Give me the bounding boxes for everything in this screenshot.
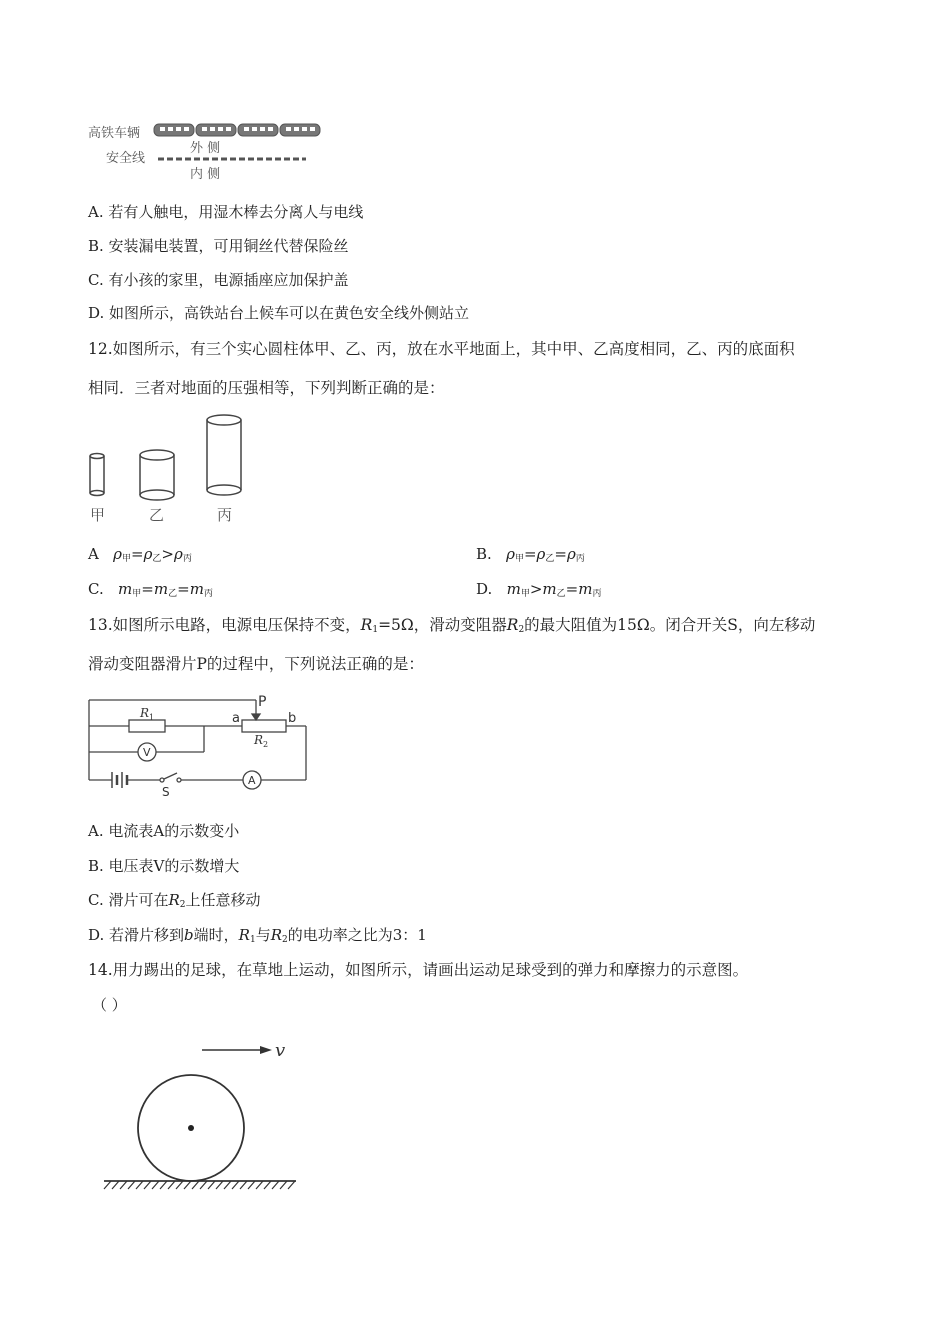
train-label: 高铁车辆 <box>88 126 141 141</box>
train-safety-line-figure <box>86 118 326 186</box>
q12-stem-line1: 12.如图所示，有三个实心圆柱体甲、乙、丙，放在水平地面上，其中甲、乙高度相同，乙、丙的底面积 <box>88 340 795 358</box>
cylinder-bing-top <box>207 415 241 425</box>
inner-side-label: 内 侧 <box>190 167 221 182</box>
football-figure <box>100 1038 300 1198</box>
q11-option-a: A. 若有人触电，用湿木棒去分离人与电线 <box>88 203 364 221</box>
terminal-a-label: a <box>232 711 240 726</box>
q11-option-d: D. 如图所示，高铁站台上候车可以在黄色安全线外侧站立 <box>88 304 470 322</box>
q14-answer-paren: （ ） <box>92 996 127 1014</box>
circuit-diagram <box>84 690 314 800</box>
q12-option-d: D. $m_甲>m_乙=m_丙$ <box>476 580 602 599</box>
r2-label: $R_2$ <box>254 733 269 749</box>
ground-hatching <box>104 1181 295 1189</box>
terminal-b-label: b <box>288 711 297 726</box>
resistor-r1 <box>129 720 165 732</box>
r1-label: $R_1$ <box>140 706 155 722</box>
label-bing: 丙 <box>217 506 233 524</box>
q13-stem-line1: 13.如图所示电路，电源电压保持不变，$R_1=5\Omega$，滑动变阻器$R_2$的最大阻值为15Ω。闭合开关S，向左移动 <box>88 616 816 635</box>
switch-s <box>164 773 177 779</box>
cylinder-bing-base <box>207 485 241 495</box>
q13-option-d: D. 若滑片移到b端时，$R_1$与$R_2$的电功率之比为3：1 <box>88 926 427 945</box>
football-center <box>188 1125 194 1131</box>
cylinder-jia-base <box>90 491 104 496</box>
q13-stem-line2: 滑动变阻器滑片P的过程中，下列说法正确的是： <box>88 655 424 673</box>
cylinders-figure <box>80 410 260 530</box>
switch-s-label: S <box>162 785 170 799</box>
label-yi: 乙 <box>149 506 165 524</box>
q12-option-c: C. $m_甲=m_乙=m_丙$ <box>88 580 213 599</box>
resistor-r2 <box>242 720 286 732</box>
outer-side-label: 外 侧 <box>190 141 221 156</box>
velocity-label: v <box>275 1040 286 1061</box>
safety-line-label: 安全线 <box>106 151 146 166</box>
q14-stem: 14.用力踢出的足球，在草地上运动，如图所示，请画出运动足球受到的弹力和摩擦力的示意图。 <box>88 961 749 979</box>
q13-option-c: C. 滑片可在$R_2$上任意移动 <box>88 891 261 910</box>
cylinder-jia-top <box>90 454 104 459</box>
q13-option-b: B. 电压表V的示数增大 <box>88 857 240 875</box>
q12-option-b: B. $\rho_甲=\rho_乙=\rho_丙$ <box>476 545 585 564</box>
voltmeter-label: V <box>143 746 151 759</box>
q12-stem-line2: 相同．三者对地面的压强相等，下列判断正确的是： <box>88 379 445 397</box>
label-jia: 甲 <box>90 506 106 524</box>
cylinder-yi-base <box>140 490 174 500</box>
q13-option-a: A. 电流表A的示数变小 <box>88 822 240 840</box>
q11-option-b: B. 安装漏电装置，可用铜丝代替保险丝 <box>88 237 349 255</box>
slider-p-label: P <box>258 694 267 710</box>
ammeter-label: A <box>248 774 256 787</box>
q12-option-a: A $\rho_甲=\rho_乙>\rho_丙$ <box>88 545 192 564</box>
cylinder-yi-top <box>140 450 174 460</box>
q11-option-c: C. 有小孩的家里，电源插座应加保护盖 <box>88 271 349 289</box>
